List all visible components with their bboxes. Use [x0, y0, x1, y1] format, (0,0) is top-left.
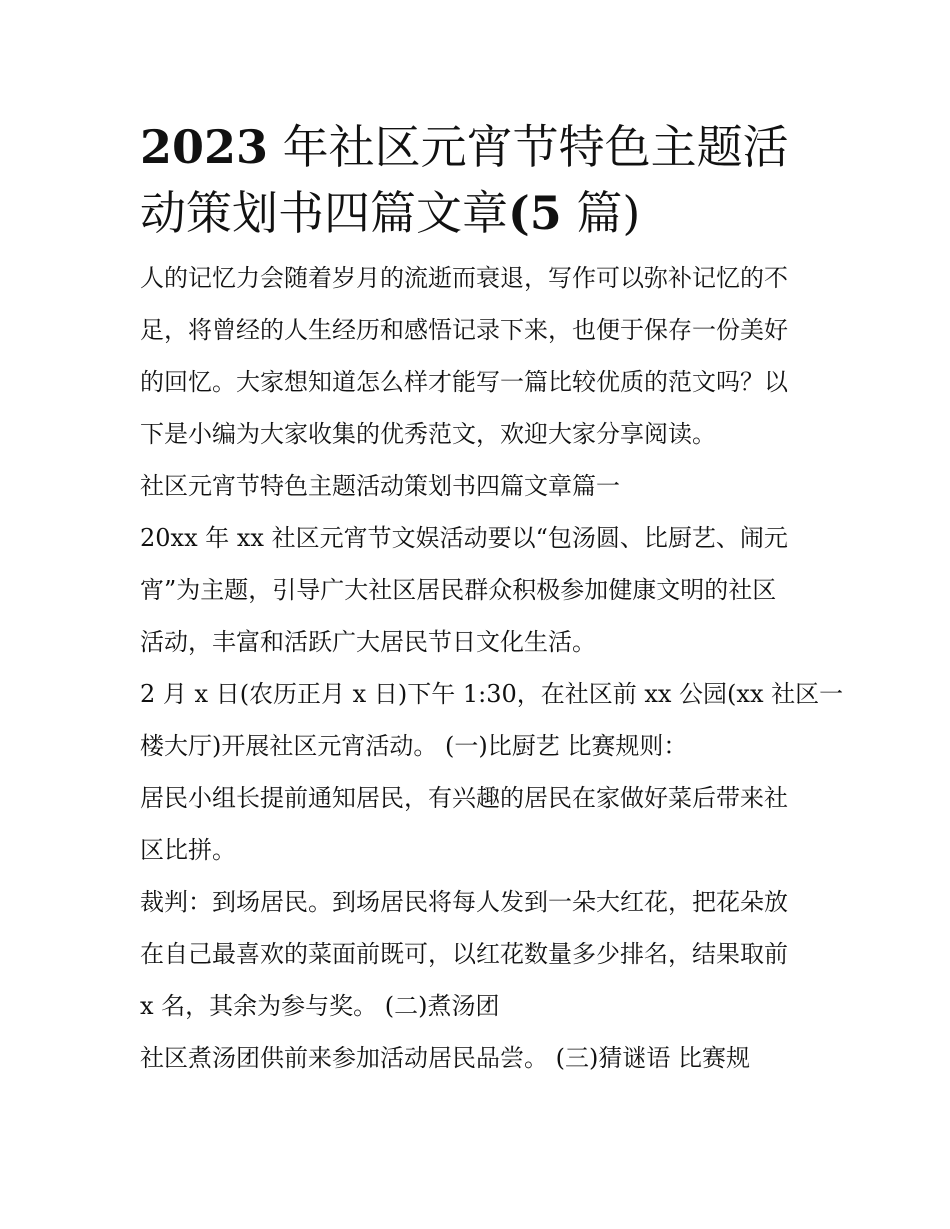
text-line: 在自己最喜欢的菜面前既可，以红花数量多少排名，结果取前	[140, 940, 788, 968]
document-body	[140, 252, 844, 1084]
title-line-1	[140, 114, 812, 180]
section-heading	[140, 460, 812, 512]
text-line: 20xx 年 xx 社区元宵节文娱活动要以“包汤圆、比厨艺、闹元	[140, 524, 788, 552]
text-line: 下是小编为大家收集的优秀范文，欢迎大家分享阅读。	[140, 420, 716, 448]
title-text-2: 动策划书四篇文章	[140, 186, 508, 240]
text-line: 足，将曾经的人生经历和感悟记录下来，也便于保存一份美好	[140, 316, 788, 344]
document-title	[140, 114, 812, 246]
text-line: 活动，丰富和活跃广大居民节日文化生活。	[140, 628, 596, 656]
text-line: 居民小组长提前通知居民，有兴趣的居民在家做好菜后带来社	[140, 784, 788, 812]
title-line-2	[140, 180, 812, 246]
paragraph-tangyuan	[140, 1032, 812, 1084]
title-text-1: 年社区元宵节特色主题活	[268, 120, 789, 174]
paragraph-schedule	[140, 668, 844, 772]
text-line: 楼大厅)开展社区元宵活动。 (一)比厨艺 比赛规则：	[140, 732, 688, 760]
paragraph-theme	[140, 512, 812, 668]
text-line: 宵”为主题，引导广大社区居民群众积极参加健康文明的社区	[140, 576, 777, 604]
paragraph-intro	[140, 252, 812, 460]
text-line: x 名，其余为参与奖。 (二)煮汤团	[140, 992, 500, 1020]
text-line: 2 月 x 日(农历正月 x 日)下午 1:30，在社区前 xx 公园(xx 社区一	[140, 680, 844, 708]
text-line: 区比拼。	[140, 836, 236, 864]
paragraph-notice	[140, 772, 812, 876]
text-line: 社区元宵节特色主题活动策划书四篇文章篇一	[140, 472, 620, 500]
text-line: 的回忆。大家想知道怎么样才能写一篇比较优质的范文吗？以	[140, 368, 788, 396]
text-line: 社区煮汤团供前来参加活动居民品尝。 (三)猜谜语 比赛规	[140, 1044, 750, 1072]
title-text-3: 篇)	[561, 186, 641, 240]
title-count: (5	[508, 186, 562, 240]
text-line: 裁判：到场居民。到场居民将每人发到一朵大红花，把花朵放	[140, 888, 788, 916]
document-content	[140, 114, 844, 1084]
text-line: 人的记忆力会随着岁月的流逝而衰退，写作可以弥补记忆的不	[140, 264, 788, 292]
title-year: 2023	[140, 120, 269, 174]
paragraph-judging	[140, 876, 812, 1032]
